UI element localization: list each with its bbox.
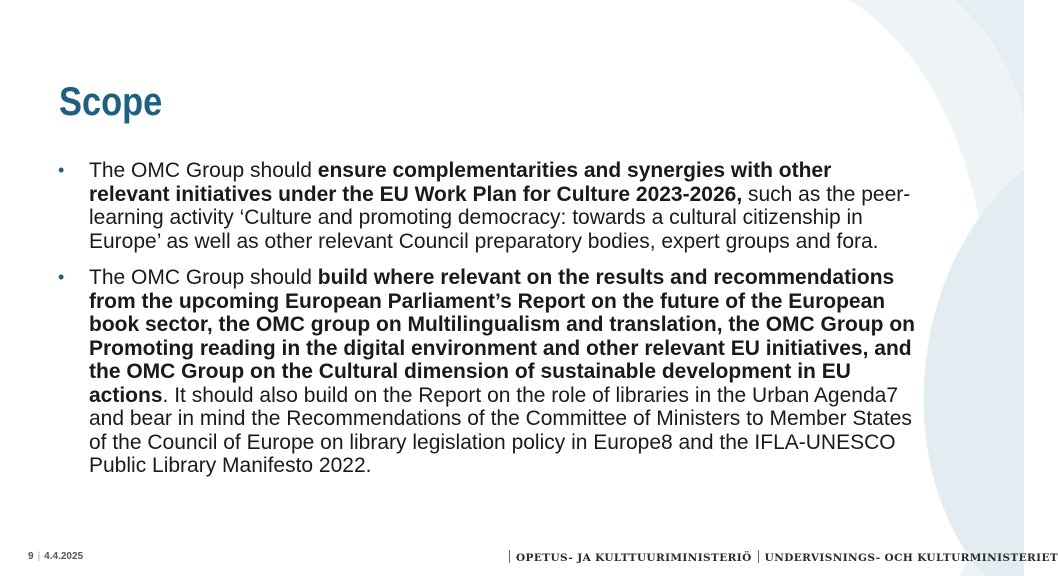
logo-bar-icon — [758, 550, 759, 563]
logo-bar-icon — [509, 550, 510, 563]
bullet-text-bold: build where relevant on the results and recommendations from the upcoming European Parliament’s Report on the future of the European book sector, the OMC group on Multilingualism and translation, the OMC Group on Promoting reading in the digital environment and other relevant EU initiatives, and the OMC Group on the Cultural dimension of sustainable development in EU actions — [89, 266, 916, 407]
slide-title: Scope — [59, 80, 163, 124]
bullet-text-post: . It should also build on the Report on the role of libraries in the Urban Agenda7 and bear in mind the Recommendations of the Committee of Ministers to Member States of the Council of Europe on library legislation policy in Europe8 and the IFLA-UNESCO Public Library Manifesto 2022. — [89, 383, 912, 477]
page-number: 9 — [28, 551, 34, 562]
bullet-text-pre: The OMC Group should — [89, 266, 318, 289]
bullet-dot-icon: • — [58, 267, 65, 287]
bullet-list — [56, 159, 916, 478]
footer-page-info — [28, 551, 83, 562]
bullet-text-post: such as the peer-learning activity ‘Culture and promoting democracy: towards a cultural citizenship in Europe’ as well as other relevant Council preparatory bodies, expert groups and fora. — [89, 182, 911, 253]
ministry-name-fi: OPETUS- JA KULTTUURIMINISTERIÖ — [516, 552, 752, 564]
ministry-name-sv: UNDERVISNINGS- OCH KULTURMINISTERIET — [764, 552, 1058, 564]
footer-date: 4.4.2025 — [44, 551, 84, 562]
ministry-logo — [509, 550, 1058, 564]
footer-separator: | — [37, 551, 41, 562]
bullet-item — [56, 266, 916, 478]
bullet-dot-icon: • — [58, 160, 65, 180]
bullet-text-pre: The OMC Group should — [89, 159, 318, 182]
bullet-item — [56, 159, 916, 253]
bullet-text-bold: ensure complementarities and synergies with other relevant initiatives under the EU Work Plan for Culture 2023-2026, — [89, 159, 832, 206]
